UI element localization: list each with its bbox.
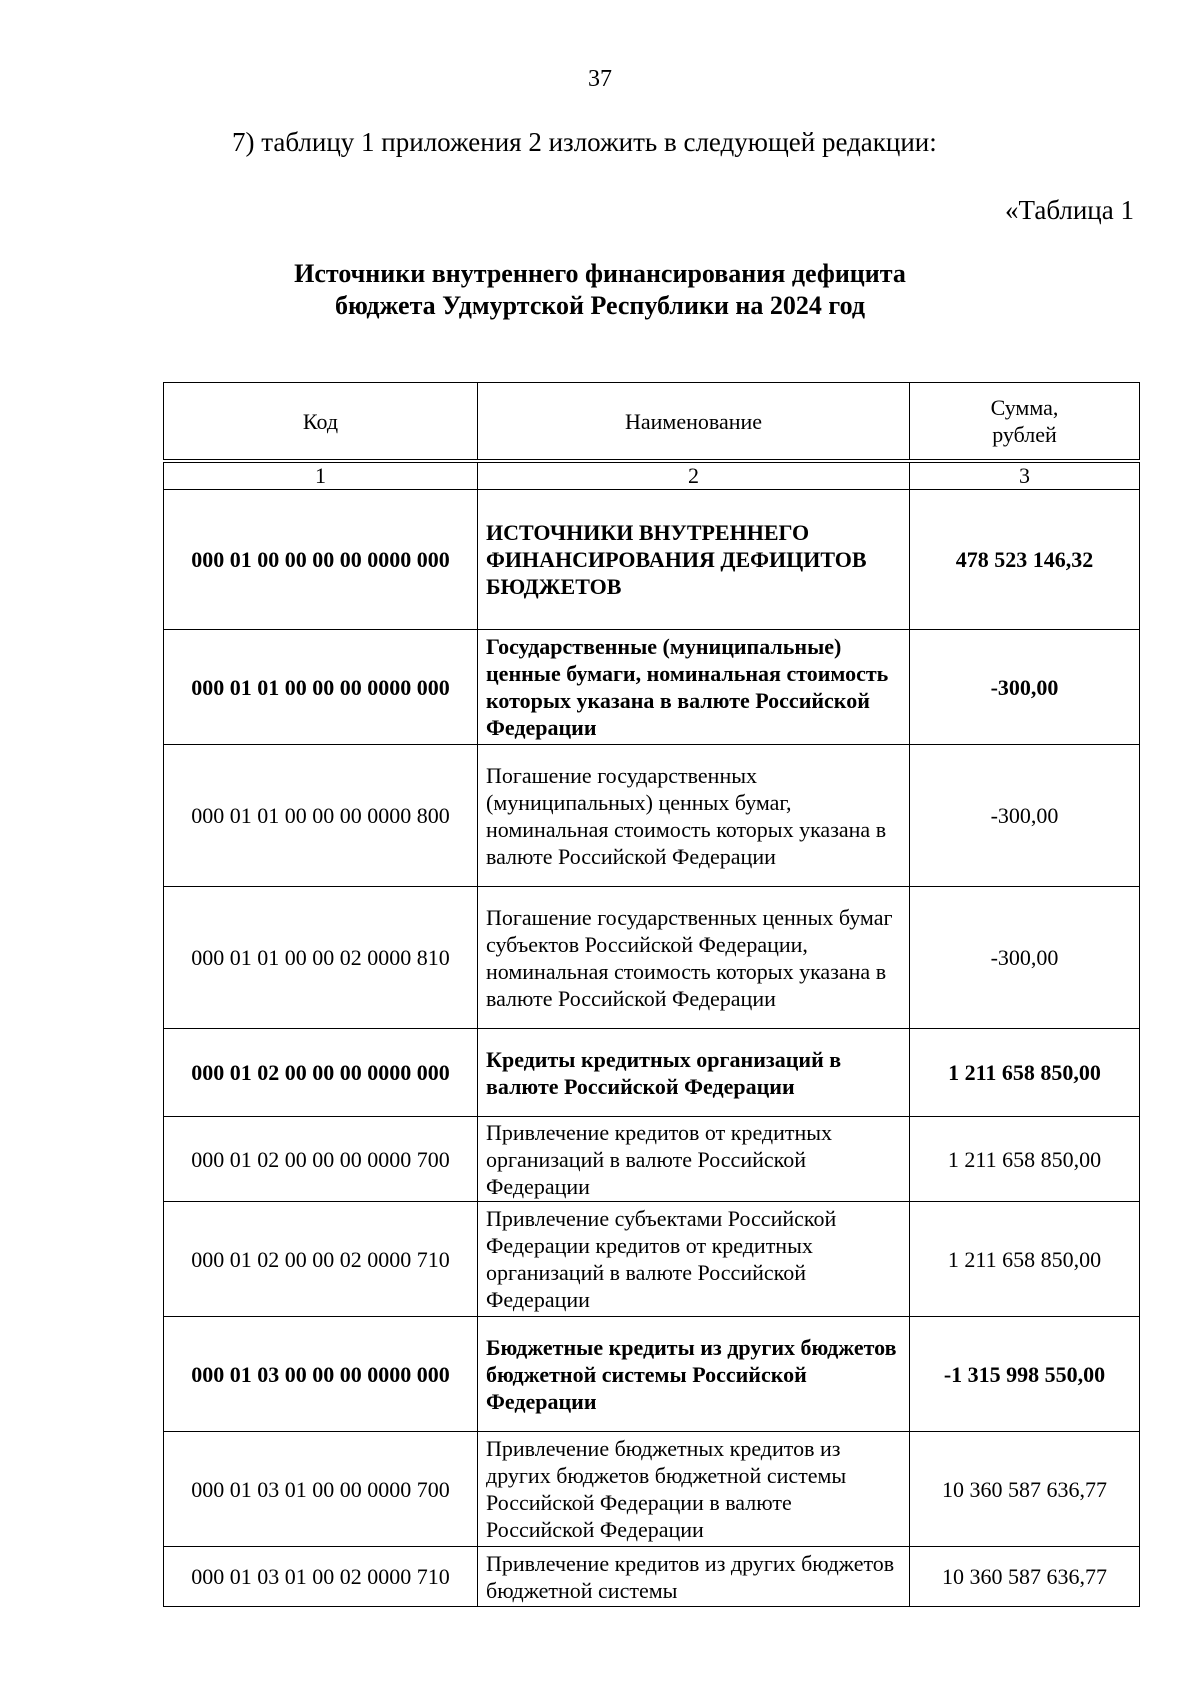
row-name: Привлечение субъектами Российской Федерации кредитов от кредитных организаций в валюте Российской Федерации [478, 1202, 910, 1317]
row-code: 000 01 01 00 00 00 0000 800 [164, 745, 478, 887]
row-sum: -300,00 [910, 745, 1140, 887]
table-row [164, 490, 1140, 630]
row-code: 000 01 03 01 00 00 0000 700 [164, 1432, 478, 1547]
column-number-row [164, 461, 1140, 490]
row-sum: 478 523 146,32 [910, 490, 1140, 630]
row-code: 000 01 01 00 00 02 0000 810 [164, 887, 478, 1029]
row-name: ИСТОЧНИКИ ВНУТРЕННЕГО ФИНАНСИРОВАНИЯ ДЕФИЦИТОВ БЮДЖЕТОВ [478, 490, 910, 630]
document-title-line-2: бюджета Удмуртской Республики на 2024 год [335, 291, 865, 320]
row-name: Привлечение кредитов от кредитных организаций в валюте Российской Федерации [478, 1117, 910, 1202]
header-sum-line-1: Сумма, [990, 395, 1059, 420]
table-header-row [164, 383, 1140, 462]
row-sum: 1 211 658 850,00 [910, 1117, 1140, 1202]
column-number-2: 2 [478, 461, 910, 490]
table-row [164, 1317, 1140, 1432]
row-code: 000 01 03 00 00 00 0000 000 [164, 1317, 478, 1432]
table-row [164, 1432, 1140, 1547]
row-name: Погашение государственных ценных бумаг субъектов Российской Федерации, номинальная стоимость которых указана в валюте Российской Федерации [478, 887, 910, 1029]
financing-sources-table [163, 382, 1140, 1607]
page-number: 37 [588, 66, 612, 92]
row-code: 000 01 02 00 00 02 0000 710 [164, 1202, 478, 1317]
table-row [164, 1202, 1140, 1317]
column-number-3: 3 [910, 461, 1140, 490]
row-name: Государственные (муниципальные) ценные бумаги, номинальная стоимость которых указана в валюте Российской Федерации [478, 630, 910, 745]
row-sum: 1 211 658 850,00 [910, 1202, 1140, 1317]
column-number-1: 1 [164, 461, 478, 490]
row-sum: 1 211 658 850,00 [910, 1029, 1140, 1117]
row-code: 000 01 00 00 00 00 0000 000 [164, 490, 478, 630]
row-code: 000 01 01 00 00 00 0000 000 [164, 630, 478, 745]
header-sum-line-2: рублей [992, 422, 1057, 447]
header-code: Код [164, 383, 478, 462]
row-sum: 10 360 587 636,77 [910, 1432, 1140, 1547]
header-sum [910, 383, 1140, 462]
table-row [164, 1117, 1140, 1202]
row-sum: 10 360 587 636,77 [910, 1547, 1140, 1607]
row-sum: -1 315 998 550,00 [910, 1317, 1140, 1432]
table-caption: «Таблица 1 [1005, 195, 1134, 225]
row-code: 000 01 03 01 00 02 0000 710 [164, 1547, 478, 1607]
document-title [0, 258, 1200, 322]
row-sum: -300,00 [910, 887, 1140, 1029]
table-row [164, 630, 1140, 745]
intro-paragraph: 7) таблицу 1 приложения 2 изложить в следующей редакции: [232, 127, 937, 157]
table-row [164, 1547, 1140, 1607]
table-row [164, 745, 1140, 887]
document-title-line-1: Источники внутреннего финансирования дефицита [294, 259, 906, 288]
row-name: Погашение государственных (муниципальных) ценных бумаг, номинальная стоимость которых указана в валюте Российской Федерации [478, 745, 910, 887]
table-row [164, 887, 1140, 1029]
header-name: Наименование [478, 383, 910, 462]
row-sum: -300,00 [910, 630, 1140, 745]
row-name: Привлечение бюджетных кредитов из других бюджетов бюджетной системы Российской Федерации в валюте Российской Федерации [478, 1432, 910, 1547]
row-code: 000 01 02 00 00 00 0000 700 [164, 1117, 478, 1202]
row-name: Кредиты кредитных организаций в валюте Российской Федерации [478, 1029, 910, 1117]
table-row [164, 1029, 1140, 1117]
row-name: Привлечение кредитов из других бюджетов бюджетной системы [478, 1547, 910, 1607]
row-name: Бюджетные кредиты из других бюджетов бюджетной системы Российской Федерации [478, 1317, 910, 1432]
row-code: 000 01 02 00 00 00 0000 000 [164, 1029, 478, 1117]
